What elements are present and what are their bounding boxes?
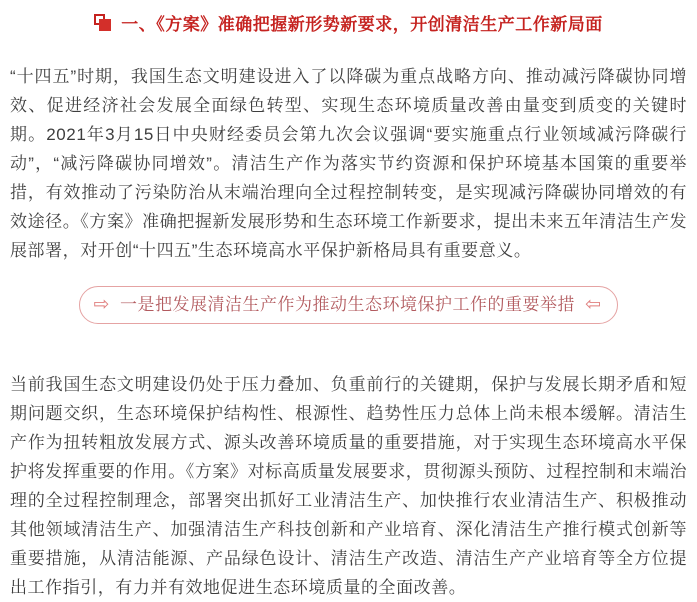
- callout-pill: [79, 286, 619, 324]
- section-title-text: 一、《方案》准确把握新形势新要求，开创清洁生产工作新局面: [121, 15, 603, 34]
- callout-text: 一是把发展清洁生产作为推动生态环境保护工作的重要举措: [120, 295, 575, 314]
- section-title: [10, 13, 687, 37]
- left-arrow-icon: ⇦: [585, 293, 602, 315]
- layered-squares-icon: [94, 14, 113, 33]
- callout-container: [10, 286, 687, 324]
- right-arrow-icon: ⇨: [93, 293, 110, 315]
- paragraph-body: 当前我国生态文明建设仍处于压力叠加、负重前行的关键期，保护与发展长期矛盾和短期问题交织，生态环境保护结构性、根源性、趋势性压力总体上尚未根本缓解。清洁生产作为扭转粗放发展方式、源头改善环境质量的重要措施，对于实现生态环境高水平保护将发挥重要的作用。《方案》对标高质量发展要求，贯彻源头预防、过程控制和末端治理的全过程控制理念，部署突出抓好工业清洁生产、加快推行农业清洁生产、积极推动其他领域清洁生产、加强清洁生产科技创新和产业培育、深化清洁生产推行模式创新等重要措施，从清洁能源、产品绿色设计、清洁生产改造、清洁生产产业培育等全方位提出工作指引，有力并有效地促进生态环境质量的全面改善。: [10, 375, 687, 597]
- article-page: [0, 13, 697, 596]
- paragraph-intro: “十四五”时期，我国生态文明建设进入了以降碳为重点战略方向、推动减污降碳协同增效、促进经济社会发展全面绿色转型、实现生态环境质量改善由量变到质变的关键时期。2021年3月15日中央财经委员会第九次会议强调“要实施重点行业领域减污降碳行动”，“减污降碳协同增效”。清洁生产作为落实节约资源和保护环境基本国策的重要举措，有效推动了污染防治从末端治理向全过程控制转变，是实现减污降碳协同增效的有效途径。《方案》准确把握新发展形势和生态环境工作新要求，提出未来五年清洁生产发展部署，对开创“十四五”生态环境高水平保护新格局具有重要意义。: [10, 67, 687, 260]
